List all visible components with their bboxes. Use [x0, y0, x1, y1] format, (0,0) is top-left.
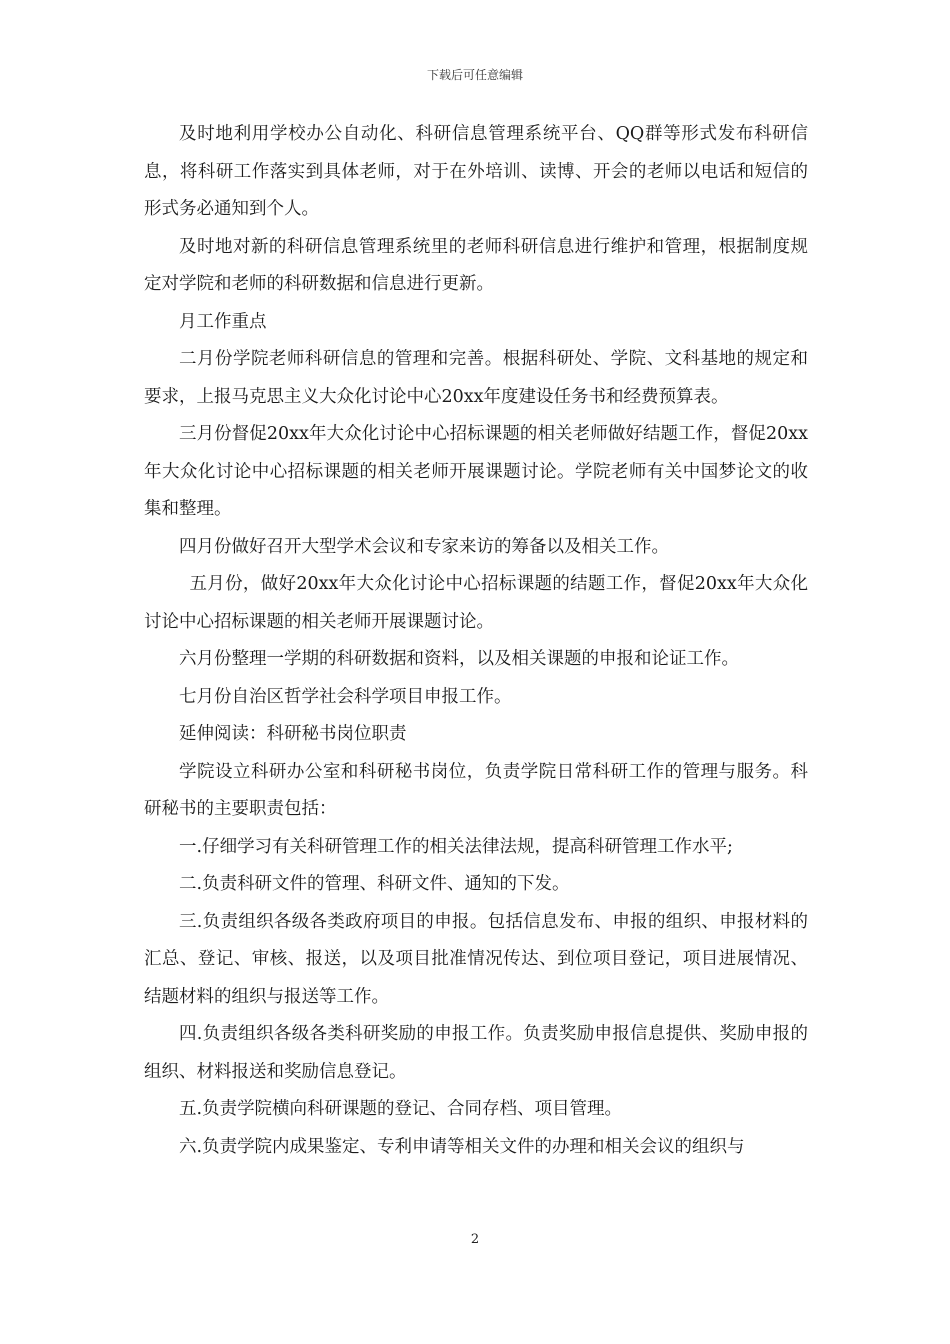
list-item-duty-2: 二.负责科研文件的管理、科研文件、通知的下发。	[179, 874, 570, 894]
list-item-duty-4: 四.负责组织各级各类科研奖励的申报工作。负责奖励申报信息提供、奖励申报的组织、材料报送和奖励信息登记。	[144, 1024, 808, 1082]
paragraph-june: 六月份整理一学期的科研数据和资料，以及相关课题的申报和论证工作。	[179, 649, 739, 669]
section-heading-extended-reading: 延伸阅读：科研秘书岗位职责	[179, 724, 407, 744]
paragraph-publish-info: 及时地利用学校办公自动化、科研信息管理系统平台、QQ群等形式发布科研信息，将科研工作落实到具体老师，对于在外培训、读博、开会的老师以电话和短信的形式务必通知到个人。	[144, 124, 808, 219]
paragraph-may: 五月份，做好20xx年大众化讨论中心招标课题的结题工作，督促20xx年大众化讨论中心招标课题的相关老师开展课题讨论。	[144, 574, 808, 632]
page-header: 下载后可任意编辑	[426, 68, 523, 82]
list-item-duty-1: 一.仔细学习有关科研管理工作的相关法律法规，提高科研管理工作水平;	[179, 836, 733, 857]
paragraph-office-setup: 学院设立科研办公室和科研秘书岗位，负责学院日常科研工作的管理与服务。科研秘书的主要职责包括：	[144, 761, 808, 819]
paragraph-maintain-info: 及时地对新的科研信息管理系统里的老师科研信息进行维护和管理，根据制度规定对学院和老师的科研数据和信息进行更新。	[144, 236, 808, 294]
paragraph-march: 三月份督促20xx年大众化讨论中心招标课题的相关老师做好结题工作，督促20xx年大众化讨论中心招标课题的相关老师开展课题讨论。学院老师有关中国梦论文的收集和整理。	[144, 424, 808, 519]
paragraph-april: 四月份做好召开大型学术会议和专家来访的筹备以及相关工作。	[179, 536, 669, 557]
paragraph-february: 二月份学院老师科研信息的管理和完善。根据科研处、学院、文科基地的规定和要求，上报马克思主义大众化讨论中心20xx年度建设任务书和经费预算表。	[144, 349, 808, 407]
section-heading-monthly-focus: 月工作重点	[179, 311, 267, 332]
page-number: 2	[470, 1232, 480, 1247]
list-item-duty-5: 五.负责学院横向科研课题的登记、合同存档、项目管理。	[179, 1099, 623, 1119]
list-item-duty-6: 六.负责学院内成果鉴定、专利申请等相关文件的办理和相关会议的组织与	[179, 1136, 745, 1157]
document-body	[144, 116, 808, 1166]
paragraph-july: 七月份自治区哲学社会科学项目申报工作。	[179, 686, 512, 707]
list-item-duty-3: 三.负责组织各级各类政府项目的申报。包括信息发布、申报的组织、申报材料的汇总、登记、审核、报送，以及项目批准情况传达、到位项目登记，项目进展情况、结题材料的组织与报送等工作。	[144, 911, 808, 1007]
